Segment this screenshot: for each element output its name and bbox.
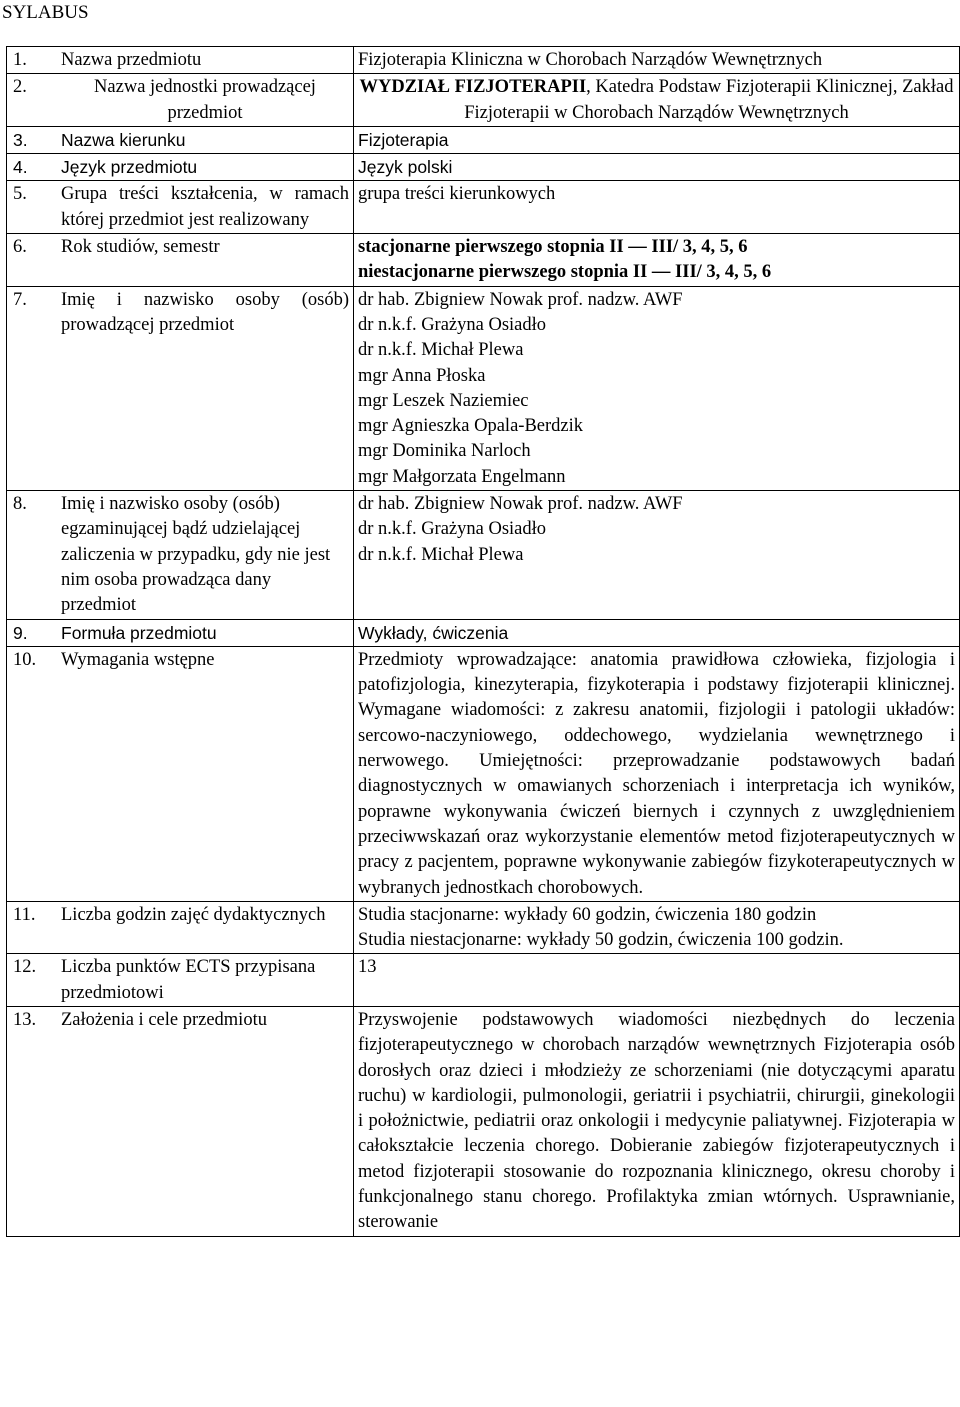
row-value-cell [354,234,960,287]
table-row [7,646,960,901]
lecturer-name: mgr Małgorzata Engelmann [358,466,566,487]
row-value-cell [354,619,960,646]
row-value-cell [354,491,960,619]
row-value-cell [354,286,960,490]
row-number: 13. [13,1009,37,1030]
field-of-study: Fizjoterapia [358,129,449,150]
table-row [7,181,960,234]
lecturer-name: mgr Agnieszka Opala-Berdzik [358,416,584,437]
faculty-name: WYDZIAŁ FIZJOTERAPII [359,77,587,98]
examiner-name: dr hab. Zbigniew Nowak prof. nadzw. AWF [358,494,683,515]
row-number: 8. [13,494,27,515]
row-label-cell [7,47,354,74]
row-label-cell [7,126,354,153]
course-language: Język polski [358,157,453,178]
row-label-cell [7,154,354,181]
row-label: Język przedmiotu [61,157,198,178]
row-number: 12. [13,957,37,978]
course-name: Fizjoterapia Kliniczna w Chorobach Narządów Wewnętrznych [358,50,823,70]
row-label: Liczba punktów ECTS przypisana przedmiotowi [61,957,316,1003]
row-label: Imię i nazwisko osoby (osób) prowadzącej przedmiot [61,289,349,335]
lecturer-name: dr n.k.f. Michał Plewa [358,340,524,361]
table-row [7,491,960,619]
row-label-cell [7,646,354,901]
table-row [7,74,960,127]
row-value-cell [354,154,960,181]
hours-line: Studia niestacjonarne: wykłady 50 godzin, ćwiczenia 100 godzin. [358,930,844,951]
study-mode-line: niestacjonarne pierwszego stopnia II — III/ 3, 4, 5, 6 [358,262,772,283]
lecturer-name: mgr Anna Płoska [358,365,486,386]
row-number: 3. [13,129,28,150]
lecturer-name: mgr Dominika Narloch [358,441,531,462]
table-row [7,286,960,490]
lecturer-name: dr hab. Zbigniew Nowak prof. nadzw. AWF [358,289,683,310]
row-number: 2. [13,77,27,98]
row-label: Nazwa przedmiotu [61,50,202,70]
row-number: 6. [13,237,27,258]
row-label-cell [7,901,354,954]
row-label: Imię i nazwisko osoby (osób) egzaminującej bądź udzielającej zaliczenia w przypadku, gdy nie jest nim osoba prowadząca dany przedmiot [61,494,331,616]
row-number: 1. [13,50,27,70]
row-label-cell [7,954,354,1007]
hours-line: Studia stacjonarne: wykłady 60 godzin, ćwiczenia 180 godzin [358,904,817,925]
course-objectives-text: Przyswojenie podstawowych wiadomości niezbędnych do leczenia fizjoterapeutycznego w chorobach narządów wewnętrznych Fizjoterapia osób dorosłych oraz dzieci i młodzieży ze schorzeniami (nie dotyczącymi aparatu ruchu) w kardiologii, pulmonologii, geriatrii i psychiatrii, chirurgii, ginekologii i położnictwie, pediatrii oraz onkologii i medycynie paliatywnej. Fizjoterapia w całokształcie leczenia chorego. Dobieranie zabiegów fizjoterapeutycznych i metod fizjoterapii stosowanie do rozpoznania klinicznego, okresu choroby i funkcjonalnego stanu chorego. Profilaktyka zmian wtórnych. Usprawnianie, sterowanie [358,1009,955,1233]
lecturer-name: dr n.k.f. Grażyna Osiadło [358,314,547,335]
row-label: Wymagania wstępne [61,649,215,670]
row-value-cell [354,74,960,127]
row-label: Liczba godzin zajęć dydaktycznych [61,904,326,925]
row-label-cell [7,181,354,234]
row-number: 11. [13,904,36,925]
row-label: Rok studiów, semestr [61,237,220,258]
row-label-cell [7,234,354,287]
ects-points: 13 [358,957,377,978]
row-value-cell [354,126,960,153]
table-row [7,234,960,287]
table-row [7,1006,960,1236]
table-row [7,619,960,646]
row-number: 4. [13,157,28,178]
row-label: Nazwa kierunku [61,129,186,150]
content-group: grupa treści kierunkowych [358,184,556,205]
table-row [7,154,960,181]
row-number: 9. [13,622,28,643]
study-mode-line: stacjonarne pierwszego stopnia II — III/ 3, 4, 5, 6 [358,237,748,258]
row-label-cell [7,74,354,127]
row-label-cell [7,286,354,490]
row-label: Założenia i cele przedmiotu [61,1009,267,1030]
syllabus-table [6,46,960,1237]
row-label-cell [7,1006,354,1236]
row-value-cell [354,901,960,954]
row-value-cell [354,646,960,901]
table-row [7,47,960,74]
table-row [7,901,960,954]
row-number: 5. [13,184,27,205]
row-number: 7. [13,289,27,310]
table-row [7,954,960,1007]
row-value-cell [354,954,960,1007]
prerequisites-text: Przedmioty wprowadzające: anatomia prawidłowa człowieka, fizjologia i patofizjologia, kinezyterapia, fizykoterapia i podstawy fizjoterapii klinicznej. Wymagane wiadomości: z zakresu anatomii, fizjologii i patologii układów: sercowo-naczyniowego, oddechowego, wydzielania wewnętrznego i nerwowego. Umiejętności: przeprowadzanie podstawowych badań diagnostycznych w omawianych schorzeniach i interpretacja ich wyników, poprawne wykonywania ćwiczeń biernych i czynnych z uwzględnieniem przeciwwskazań oraz wykorzystanie elementów metod fizjoterapeutycznych w pracy z pacjentem, poprawne wykonywanie zabiegów fizykoterapeutycznych w wybranych jednostkach chorobowych. [358,649,955,898]
examiner-name: dr n.k.f. Grażyna Osiadło [358,519,547,540]
row-label: Grupa treści kształcenia, w ramach której przedmiot jest realizowany [61,184,349,230]
row-value-cell [354,181,960,234]
row-number: 10. [13,649,37,670]
row-label: Formuła przedmiotu [61,622,217,643]
row-value-cell [354,1006,960,1236]
lecturer-name: mgr Leszek Naziemiec [358,390,529,411]
row-label-cell [7,491,354,619]
department-name: , Katedra Podstaw Fizjoterapii Klinicznej, Zakład Fizjoterapii w Chorobach Narządów Wewnętrznych [464,77,954,123]
table-row [7,126,960,153]
course-format: Wykłady, ćwiczenia [358,622,509,643]
row-label-cell [7,619,354,646]
document-title: SYLABUS [2,2,89,23]
row-label: Nazwa jednostki prowadzącej przedmiot [94,77,316,123]
row-value-cell [354,47,960,74]
examiner-name: dr n.k.f. Michał Plewa [358,544,524,565]
